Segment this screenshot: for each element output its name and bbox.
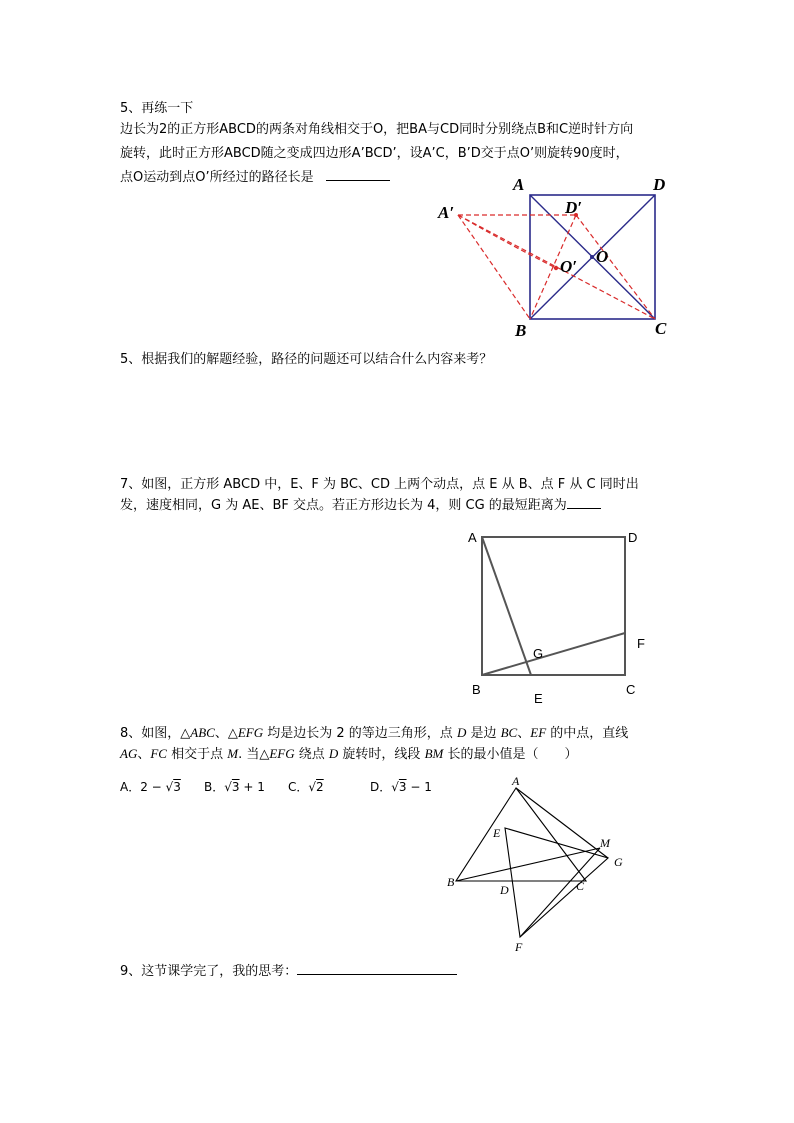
- q8-l2-mid: 相交于点: [166, 747, 228, 762]
- q8-label-m: M: [600, 836, 610, 850]
- q8-lines: [456, 788, 608, 937]
- q5a-line-1: 边长为2的正方形ABCD的两条对角线相交于O，把BA与CD同时分别绕点B和C逆时针方向: [120, 122, 634, 137]
- q8-label-f: F: [515, 940, 523, 954]
- label-d: D: [653, 175, 666, 194]
- q7-label-b: B: [472, 682, 481, 697]
- label-a1: A′: [438, 203, 455, 222]
- q7-label-d: D: [628, 530, 638, 545]
- label-c: C: [655, 319, 667, 338]
- q8-l2-m: M: [227, 746, 239, 761]
- q8-l2-bm: BM: [424, 746, 444, 761]
- q8-option-d-rad: 3: [398, 780, 407, 794]
- q8-option-b-rad: 3: [231, 780, 240, 794]
- q7-label-a: A: [468, 530, 477, 545]
- label-d1: D′: [565, 198, 583, 217]
- q9-line: [120, 964, 457, 980]
- q8-option-c-rad: 2: [316, 780, 324, 794]
- q9-text: 9、这节课学完了，我的思考：: [120, 964, 298, 979]
- q8-l1-mid2: 是边: [466, 726, 501, 741]
- line-ag: [516, 788, 608, 858]
- q8-l2-tri: △EFG: [259, 746, 295, 761]
- q8-label-b: B: [447, 875, 455, 889]
- q8-option-b-key: B．: [204, 780, 225, 794]
- q8-label-a: A: [512, 774, 520, 788]
- label-a: A: [513, 175, 525, 194]
- q5a-line-3-text: 点O运动到点O’所经过的路径长是: [120, 170, 314, 185]
- q8-l2-tail: 长的最小值是（ ）: [443, 747, 578, 762]
- q8-label-c: C: [576, 879, 585, 893]
- line-fc-extended: [520, 848, 600, 937]
- triangle-efg: [505, 828, 608, 937]
- q8-l1-prefix: 8、如图，: [120, 726, 181, 741]
- q7-line-1: 7、如图，正方形 ABCD 中，E、F 为 BC、CD 上两个动点，点 E 从 B、点 F 从 C 同时出: [120, 477, 639, 492]
- label-b: B: [515, 321, 527, 340]
- q8-l2-sep: 、: [137, 747, 151, 762]
- q5a-line-2: 旋转，此时正方形ABCD随之变成四边形A’BCD’，设A’C，B’D交于点O’则旋转90度时，: [120, 146, 629, 161]
- q8-l1-ef: EF: [530, 725, 547, 740]
- q8-option-b-pre: √: [224, 780, 232, 794]
- q8-l1-tail: 的中点，直线: [546, 726, 629, 741]
- q8-l1-tri1: △ABC: [180, 725, 215, 740]
- q8-option-c-pre: √: [308, 780, 317, 794]
- q5b-text: 5、根据我们的解题经验，路径的问题还可以结合什么内容来考？: [120, 352, 493, 367]
- q9-answer-blank[interactable]: [297, 974, 457, 975]
- q8-option-c-key: C．: [288, 780, 309, 794]
- q8-option-a-key: A．: [120, 780, 141, 794]
- q7-label-e: E: [534, 691, 543, 706]
- q8-option-b-post: + 1: [239, 780, 265, 794]
- q8-label-e: E: [493, 826, 501, 840]
- q8-l1-tri2: △EFG: [227, 725, 264, 740]
- segment-bm: [456, 848, 600, 881]
- q8-l1-mid: 均是边长为 2 的等边三角形，点: [263, 726, 457, 741]
- q8-l2-mid2: . 当: [238, 747, 260, 762]
- q8-label-g: G: [614, 855, 623, 869]
- q7-label-g: G: [533, 646, 544, 661]
- q8-l2-fc: FC: [150, 746, 167, 761]
- label-o1: O′: [560, 257, 578, 276]
- q8-l2-ag: AG: [120, 746, 138, 761]
- q8-option-a-rad: 3: [173, 780, 181, 794]
- q8-l1-sep2: 、: [517, 726, 531, 741]
- q7-line-2-text: 发，速度相同，G 为 AE、BF 交点。若正方形边长为 4，则 CG 的最短距离为: [120, 498, 567, 513]
- q7-label-f: F: [637, 636, 645, 651]
- q8-l1-sep: 、: [214, 726, 228, 741]
- q8-l2-mid3: 绕点: [294, 747, 329, 762]
- triangle-abc: [456, 788, 586, 881]
- q8-option-d-pre: √: [391, 780, 399, 794]
- q8-option-d-key: D．: [370, 780, 392, 794]
- q8-option-d-post: − 1: [406, 780, 432, 794]
- label-o: O: [596, 247, 609, 266]
- q5a-title: 5、再练一下: [120, 101, 194, 116]
- q8-l1-bc: BC: [500, 725, 518, 740]
- q7-label-c: C: [626, 682, 636, 697]
- q8-label-d: D: [500, 883, 509, 897]
- q8-l1-d: D: [456, 725, 467, 740]
- q8-l2-d: D: [328, 746, 339, 761]
- q8-option-a-pre: 2 − √: [140, 780, 174, 794]
- q8-l2-mid4: 旋转时，线段: [338, 747, 425, 762]
